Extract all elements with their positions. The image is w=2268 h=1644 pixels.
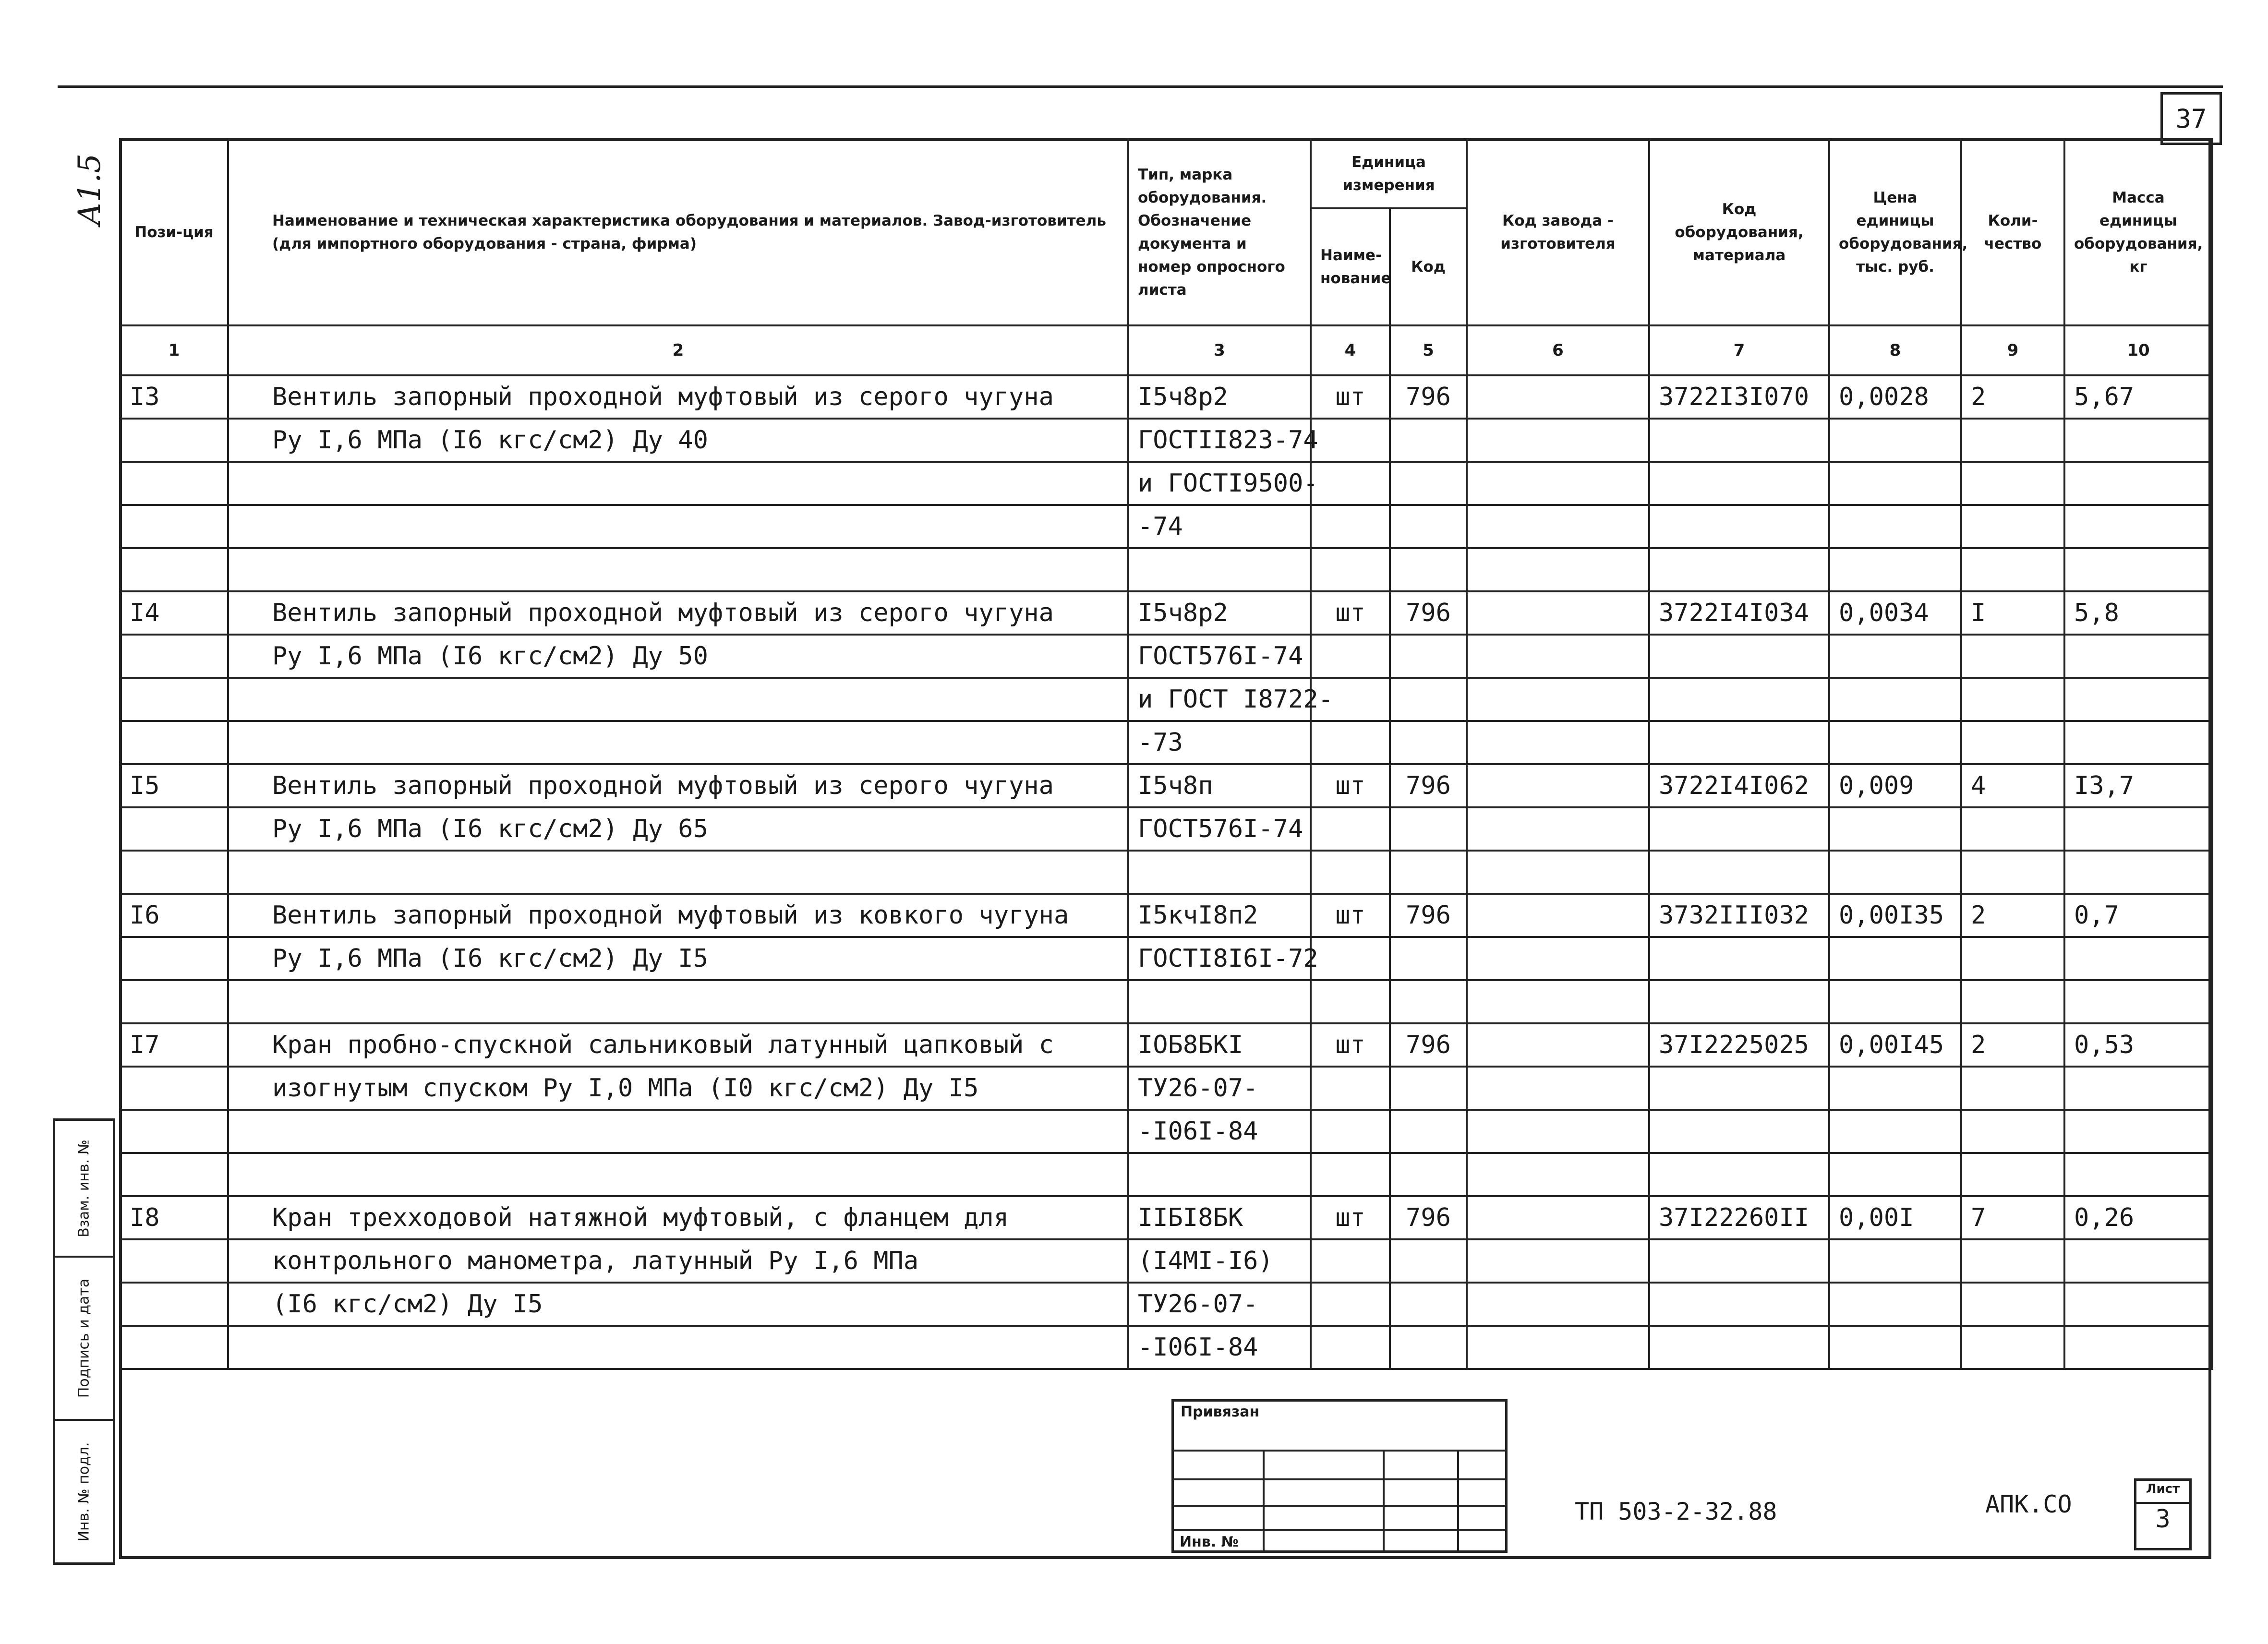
table-cell — [1649, 1110, 1829, 1153]
table-cell: 796 — [1390, 764, 1467, 807]
table-cell — [1467, 678, 1649, 721]
table-cell — [1829, 505, 1961, 548]
header-equipment-code: Код оборудования, материала — [1649, 139, 1829, 325]
stamp-cell: Инв. № подл. — [75, 1442, 93, 1541]
column-number: 5 — [1390, 325, 1467, 375]
table-cell: ТУ26-07- — [1128, 1283, 1311, 1326]
table-cell — [1829, 807, 1961, 851]
table-cell — [228, 462, 1128, 505]
page-number: 37 — [2160, 92, 2222, 145]
table-cell — [1829, 1283, 1961, 1326]
table-cell — [1390, 1067, 1467, 1110]
table-cell: ТУ26-07- — [1128, 1067, 1311, 1110]
table-cell — [1961, 419, 2064, 462]
table-row — [120, 678, 2212, 721]
table-cell — [228, 1153, 1128, 1196]
table-cell — [1467, 1283, 1649, 1326]
table-cell — [1467, 375, 1649, 419]
table-cell — [120, 721, 228, 764]
table-cell — [1390, 419, 1467, 462]
sheet-box — [2134, 1478, 2192, 1550]
table-cell — [120, 980, 228, 1023]
title-block — [1171, 1399, 1508, 1553]
table-cell — [1649, 851, 1829, 894]
table-cell: шт — [1311, 894, 1390, 937]
table-cell: 3722I4I062 — [1649, 764, 1829, 807]
table-cell — [1961, 1239, 2064, 1283]
table-row — [120, 1153, 2212, 1196]
table-cell — [2064, 721, 2212, 764]
table-cell — [1961, 807, 2064, 851]
table-cell: и ГОСТ I8722- — [1128, 678, 1311, 721]
table-cell: Кран пробно-спускной сальниковый латунный цапковый с — [228, 1023, 1128, 1067]
header-unit-code: Код — [1390, 208, 1467, 325]
table-cell — [1390, 548, 1467, 591]
table-cell — [1961, 1326, 2064, 1369]
stamp-cell: Подпись и дата — [55, 1258, 113, 1421]
table-cell — [1311, 1283, 1390, 1326]
table-cell — [1467, 548, 1649, 591]
table-cell — [120, 1326, 228, 1369]
table-row — [120, 1196, 2212, 1239]
table-row — [120, 1067, 2212, 1110]
table-cell — [120, 678, 228, 721]
table-cell: 0,7 — [2064, 894, 2212, 937]
table-cell — [1649, 1067, 1829, 1110]
table-cell: шт — [1311, 375, 1390, 419]
table-cell: Ру I,6 МПа (I6 кгс/см2) Ду 40 — [228, 419, 1128, 462]
table-cell — [1390, 678, 1467, 721]
table-cell — [1311, 548, 1390, 591]
table-cell — [1829, 721, 1961, 764]
table-cell — [1649, 980, 1829, 1023]
table-cell: 0,00I45 — [1829, 1023, 1961, 1067]
table-cell — [1467, 1023, 1649, 1067]
table-cell: Ру I,6 МПа (I6 кгс/см2) Ду 65 — [228, 807, 1128, 851]
table-cell — [1467, 1067, 1649, 1110]
table-cell: 4 — [1961, 764, 2064, 807]
table-cell — [1128, 980, 1311, 1023]
table-row — [120, 721, 2212, 764]
table-cell — [1467, 937, 1649, 980]
table-cell — [1649, 635, 1829, 678]
table-cell — [1390, 635, 1467, 678]
table-cell — [1390, 1239, 1467, 1283]
table-cell — [1829, 1110, 1961, 1153]
table-cell: I4 — [120, 591, 228, 635]
table-cell: 796 — [1390, 1023, 1467, 1067]
table-cell: Ру I,6 МПа (I6 кгс/см2) Ду 50 — [228, 635, 1128, 678]
approval-stamp — [53, 1118, 115, 1565]
table-cell — [1390, 1153, 1467, 1196]
sheet-label: Лист — [2136, 1482, 2189, 1504]
table-cell — [1467, 505, 1649, 548]
table-cell — [120, 937, 228, 980]
table-cell — [120, 635, 228, 678]
table-cell: Вентиль запорный проходной муфтовый из серого чугуна — [228, 375, 1128, 419]
table-cell — [1467, 721, 1649, 764]
table-cell — [1467, 635, 1649, 678]
table-cell — [1649, 505, 1829, 548]
side-code: А1.5 — [72, 153, 108, 226]
table-cell — [1467, 764, 1649, 807]
table-cell: I5ч8р2 — [1128, 375, 1311, 419]
table-cell — [1961, 851, 2064, 894]
table-cell — [1829, 1067, 1961, 1110]
column-number: 2 — [228, 325, 1128, 375]
table-cell: I5ч8р2 — [1128, 591, 1311, 635]
table-cell: шт — [1311, 1196, 1390, 1239]
table-cell — [1390, 980, 1467, 1023]
table-row — [120, 807, 2212, 851]
table-cell — [1128, 1153, 1311, 1196]
table-cell — [120, 548, 228, 591]
table-cell — [2064, 505, 2212, 548]
table-cell — [1467, 419, 1649, 462]
table-cell — [1467, 1110, 1649, 1153]
table-row — [120, 851, 2212, 894]
sheet-code: АПК.СО — [1985, 1490, 2072, 1518]
table-cell — [1311, 1067, 1390, 1110]
table-cell — [1390, 505, 1467, 548]
table-cell: 5,8 — [2064, 591, 2212, 635]
table-cell: I3,7 — [2064, 764, 2212, 807]
table-cell — [228, 851, 1128, 894]
table-cell — [1829, 419, 1961, 462]
table-cell — [120, 807, 228, 851]
table-cell — [228, 505, 1128, 548]
table-cell — [228, 1110, 1128, 1153]
column-number: 6 — [1467, 325, 1649, 375]
table-cell — [1829, 1153, 1961, 1196]
table-cell — [1311, 980, 1390, 1023]
table-cell — [120, 1110, 228, 1153]
table-cell — [1829, 462, 1961, 505]
table-row — [120, 937, 2212, 980]
table-cell — [1829, 1326, 1961, 1369]
table-cell: ГОСТII823-74 — [1128, 419, 1311, 462]
table-cell — [1467, 980, 1649, 1023]
table-cell: ГОСТ576I-74 — [1128, 807, 1311, 851]
table-cell — [2064, 462, 2212, 505]
table-cell: Вентиль запорный проходной муфтовый из ковкого чугуна — [228, 894, 1128, 937]
table-cell: и ГОСТI9500- — [1128, 462, 1311, 505]
table-cell — [120, 1153, 228, 1196]
table-cell — [120, 1239, 228, 1283]
table-cell — [2064, 635, 2212, 678]
table-cell — [228, 678, 1128, 721]
table-row — [120, 462, 2212, 505]
column-number: 9 — [1961, 325, 2064, 375]
top-rule — [58, 85, 2223, 88]
table-cell — [2064, 1110, 2212, 1153]
table-cell: шт — [1311, 591, 1390, 635]
table-cell: 2 — [1961, 1023, 2064, 1067]
table-cell — [1390, 851, 1467, 894]
table-cell — [1961, 721, 2064, 764]
table-cell: изогнутым спуском Ру I,0 МПа (I0 кгс/см2) Ду I5 — [228, 1067, 1128, 1110]
table-cell: 0,00I35 — [1829, 894, 1961, 937]
table-cell: IОБ8БКI — [1128, 1023, 1311, 1067]
specification-table — [119, 138, 2213, 1370]
table-row — [120, 1283, 2212, 1326]
table-cell — [120, 505, 228, 548]
table-cell — [1961, 1110, 2064, 1153]
table-cell — [1467, 1326, 1649, 1369]
table-cell: I7 — [120, 1023, 228, 1067]
table-cell — [1829, 980, 1961, 1023]
table-cell — [1829, 678, 1961, 721]
table-cell — [1649, 721, 1829, 764]
table-cell: 796 — [1390, 1196, 1467, 1239]
table-cell: I3 — [120, 375, 228, 419]
sheet-number: 3 — [2155, 1505, 2171, 1534]
table-cell — [2064, 807, 2212, 851]
table-cell — [228, 980, 1128, 1023]
table-row — [120, 1239, 2212, 1283]
table-cell: IIБI8БК — [1128, 1196, 1311, 1239]
header-mass: Масса единицы оборудования, кг — [2064, 139, 2212, 325]
table-cell — [120, 419, 228, 462]
table-cell — [1390, 1110, 1467, 1153]
table-cell — [228, 548, 1128, 591]
table-cell — [2064, 937, 2212, 980]
table-cell: -I06I-84 — [1128, 1110, 1311, 1153]
table-row — [120, 980, 2212, 1023]
table-row — [120, 419, 2212, 462]
table-cell: 0,0034 — [1829, 591, 1961, 635]
table-cell — [1649, 462, 1829, 505]
table-cell — [1467, 1196, 1649, 1239]
table-cell — [1961, 635, 2064, 678]
table-row — [120, 764, 2212, 807]
column-number: 7 — [1649, 325, 1829, 375]
table-cell: I5 — [120, 764, 228, 807]
table-cell — [2064, 851, 2212, 894]
table-cell — [1961, 462, 2064, 505]
table-row — [120, 1326, 2212, 1369]
table-cell — [2064, 1153, 2212, 1196]
table-cell — [2064, 1067, 2212, 1110]
inventory-label: Инв. № — [1180, 1534, 1239, 1550]
table-cell: шт — [1311, 1023, 1390, 1067]
table-cell — [1311, 419, 1390, 462]
table-cell — [1649, 548, 1829, 591]
header-unit: Единица измерения — [1311, 139, 1467, 208]
table-cell: 796 — [1390, 375, 1467, 419]
table-cell: 37I22260II — [1649, 1196, 1829, 1239]
table-cell: 2 — [1961, 375, 2064, 419]
table-cell: I5кчI8п2 — [1128, 894, 1311, 937]
header-name: Наименование и техническая характеристика оборудования и материалов. Завод-изготовитель (для импортного оборудования - страна, фирма) — [228, 139, 1128, 325]
table-cell: I8 — [120, 1196, 228, 1239]
header-type: Тип, марка оборудования. Обозначение документа и номер опросного листа — [1128, 139, 1311, 325]
table-cell: 7 — [1961, 1196, 2064, 1239]
header-position: Пози-ция — [120, 139, 228, 325]
table-cell — [1961, 505, 2064, 548]
table-cell: (I4МI-I6) — [1128, 1239, 1311, 1283]
table-cell — [1390, 937, 1467, 980]
table-cell — [120, 462, 228, 505]
document-code: ТП 503-2-32.88 — [1575, 1498, 1777, 1525]
table-cell — [1649, 807, 1829, 851]
table-cell — [1467, 462, 1649, 505]
header-unit-name: Наиме-нование — [1311, 208, 1390, 325]
table-cell — [2064, 419, 2212, 462]
table-cell — [1961, 678, 2064, 721]
table-row — [120, 1110, 2212, 1153]
table-cell: -73 — [1128, 721, 1311, 764]
column-number: 3 — [1128, 325, 1311, 375]
table-cell — [1128, 851, 1311, 894]
table-cell — [1467, 807, 1649, 851]
table-cell: контрольного манометра, латунный Ру I,6 МПа — [228, 1239, 1128, 1283]
table-cell — [1390, 1283, 1467, 1326]
table-cell — [1961, 980, 2064, 1023]
table-cell — [1311, 721, 1390, 764]
table-cell — [2064, 1326, 2212, 1369]
table-cell: 37I2225025 — [1649, 1023, 1829, 1067]
table-cell — [1961, 937, 2064, 980]
table-row — [120, 548, 2212, 591]
table-cell — [1467, 591, 1649, 635]
column-number: 1 — [120, 325, 228, 375]
table-cell — [1649, 1326, 1829, 1369]
table-row — [120, 635, 2212, 678]
table-cell — [228, 1326, 1128, 1369]
table-cell — [1390, 807, 1467, 851]
table-cell — [228, 721, 1128, 764]
table-cell — [1311, 1326, 1390, 1369]
table-cell — [1311, 462, 1390, 505]
table-cell — [1467, 894, 1649, 937]
table-cell — [1128, 548, 1311, 591]
table-cell — [1311, 1153, 1390, 1196]
table-cell: Вентиль запорный проходной муфтовый из серого чугуна — [228, 591, 1128, 635]
table-cell — [1311, 505, 1390, 548]
header-price: Цена единицы оборудования, тыс. руб. — [1829, 139, 1961, 325]
table-cell — [120, 1283, 228, 1326]
table-cell — [1829, 937, 1961, 980]
table-cell: I6 — [120, 894, 228, 937]
table-cell — [1390, 462, 1467, 505]
table-cell — [2064, 1283, 2212, 1326]
table-cell: Вентиль запорный проходной муфтовый из серого чугуна — [228, 764, 1128, 807]
table-cell: 2 — [1961, 894, 2064, 937]
table-cell: шт — [1311, 764, 1390, 807]
table-cell — [1390, 1326, 1467, 1369]
table-cell: I5ч8п — [1128, 764, 1311, 807]
table-cell — [1311, 1110, 1390, 1153]
table-cell — [1649, 1283, 1829, 1326]
header-quantity: Коли-чество — [1961, 139, 2064, 325]
table-cell — [1467, 851, 1649, 894]
table-cell — [120, 851, 228, 894]
table-cell: ГОСТ576I-74 — [1128, 635, 1311, 678]
header-plant-code: Код завода - изготовителя — [1467, 139, 1649, 325]
table-cell — [1829, 548, 1961, 591]
table-cell: ГОСТI8I6I-72 — [1128, 937, 1311, 980]
table-cell: 796 — [1390, 591, 1467, 635]
table-cell — [1311, 635, 1390, 678]
privyazan-label: Привязан — [1181, 1404, 1260, 1420]
table-cell — [1649, 1239, 1829, 1283]
table-cell — [1649, 419, 1829, 462]
column-number: 4 — [1311, 325, 1390, 375]
column-number: 8 — [1829, 325, 1961, 375]
table-cell — [120, 1067, 228, 1110]
table-cell: (I6 кгс/см2) Ду I5 — [228, 1283, 1128, 1326]
table-cell: 3732III032 — [1649, 894, 1829, 937]
table-cell — [1311, 937, 1390, 980]
table-cell: 0,53 — [2064, 1023, 2212, 1067]
table-cell — [1467, 1153, 1649, 1196]
table-cell: -I06I-84 — [1128, 1326, 1311, 1369]
table-cell: 0,009 — [1829, 764, 1961, 807]
table-cell — [1311, 1239, 1390, 1283]
table-cell — [1829, 635, 1961, 678]
table-cell — [1961, 1067, 2064, 1110]
stamp-cell: Взам. инв. № — [55, 1121, 113, 1258]
table-cell: 0,26 — [2064, 1196, 2212, 1239]
table-cell — [2064, 548, 2212, 591]
table-cell — [1829, 851, 1961, 894]
table-row — [120, 1023, 2212, 1067]
table-cell — [1649, 937, 1829, 980]
table-cell — [2064, 678, 2212, 721]
table-cell — [1961, 1153, 2064, 1196]
table-cell: 5,67 — [2064, 375, 2212, 419]
table-cell: -74 — [1128, 505, 1311, 548]
table-cell — [1311, 851, 1390, 894]
table-cell — [1390, 721, 1467, 764]
table-cell — [1829, 1239, 1961, 1283]
table-cell — [2064, 980, 2212, 1023]
column-number: 10 — [2064, 325, 2212, 375]
table-cell: 0,00I — [1829, 1196, 1961, 1239]
table-cell — [1649, 1153, 1829, 1196]
table-cell — [1961, 1283, 2064, 1326]
table-cell: 796 — [1390, 894, 1467, 937]
table-cell: I — [1961, 591, 2064, 635]
table-row — [120, 505, 2212, 548]
table-cell: Ру I,6 МПа (I6 кгс/см2) Ду I5 — [228, 937, 1128, 980]
table-cell — [1311, 807, 1390, 851]
table-cell: 3722I3I070 — [1649, 375, 1829, 419]
table-row — [120, 894, 2212, 937]
table-cell — [1467, 1239, 1649, 1283]
table-cell — [1961, 548, 2064, 591]
table-row — [120, 591, 2212, 635]
table-cell — [1649, 678, 1829, 721]
table-row — [120, 375, 2212, 419]
table-cell: 3722I4I034 — [1649, 591, 1829, 635]
table-cell: Кран трехходовой натяжной муфтовый, с фланцем для — [228, 1196, 1128, 1239]
table-cell: 0,0028 — [1829, 375, 1961, 419]
table-cell — [2064, 1239, 2212, 1283]
